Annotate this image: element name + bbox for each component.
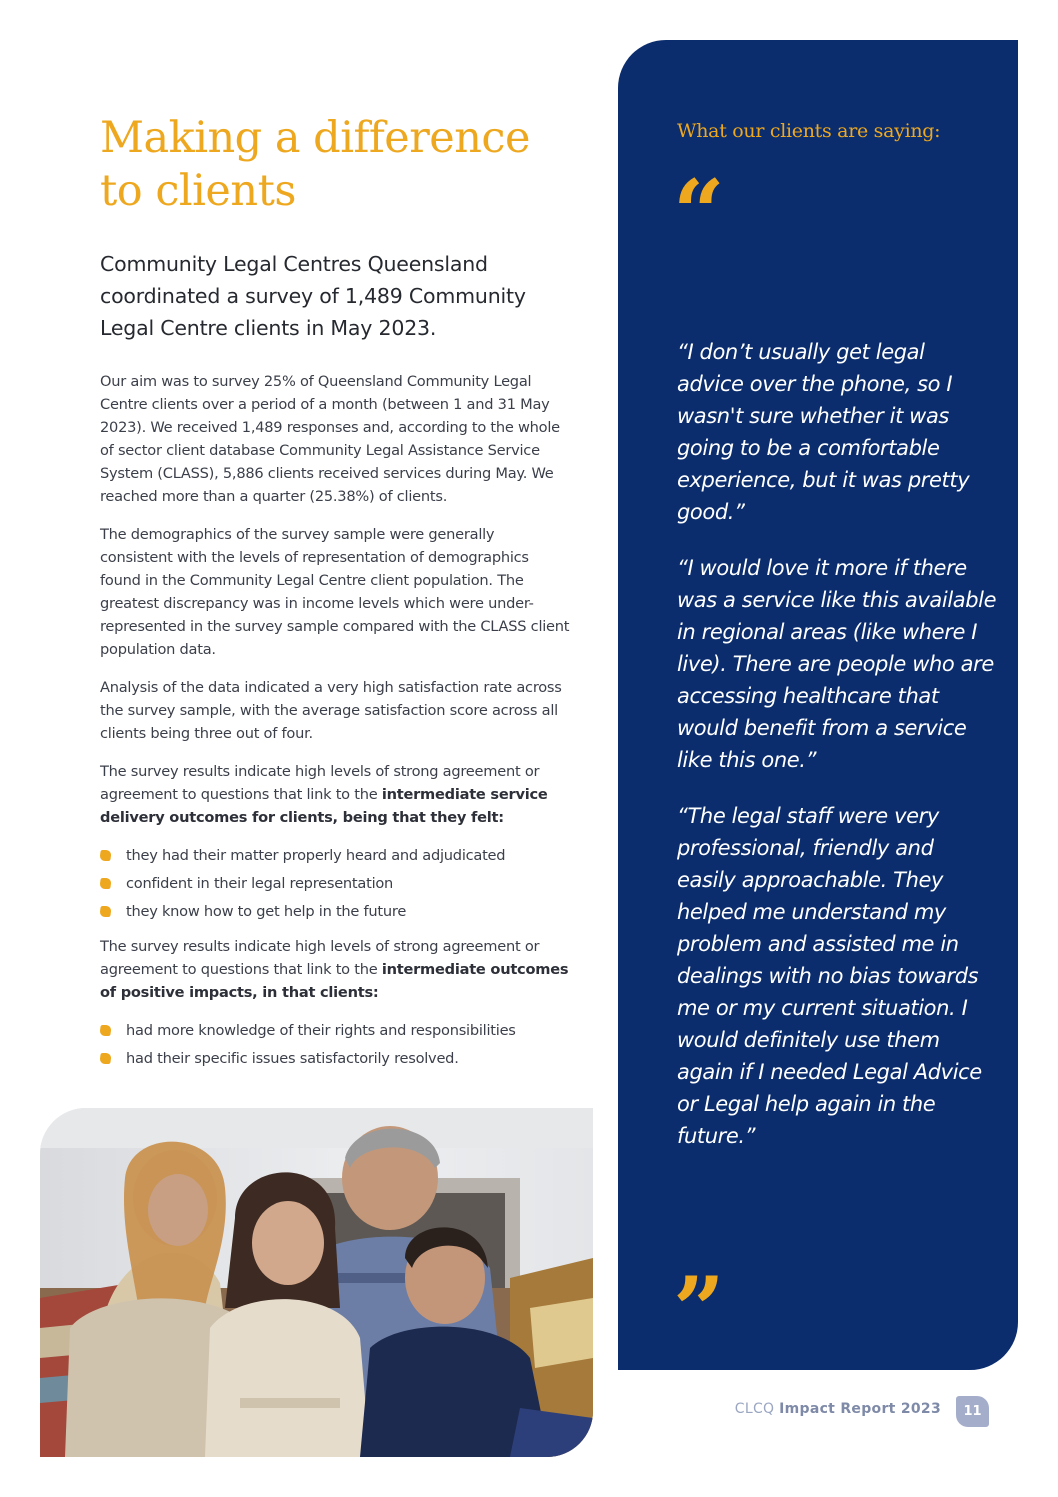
bullet-icon — [99, 1053, 112, 1064]
list-item-text: had more knowledge of their rights and responsibilities — [126, 1022, 516, 1039]
client-quote: “I would love it more if there was a service like this available in regional areas (like where I live). There are people who are accessing healthcare that would benefit from a service like this one.” — [677, 556, 997, 772]
bullet-icon — [99, 850, 112, 861]
client-quote: “I don’t usually get legal advice over the phone, so I wasn't sure whether it was going to be a comfortable experience, but it was pretty good.” — [677, 340, 970, 524]
list-item-text: they know how to get help in the future — [126, 903, 407, 920]
list-item-text: had their specific issues satisfactorily resolved. — [126, 1050, 459, 1067]
bullet-icon — [99, 906, 112, 917]
page-footer — [735, 1401, 941, 1417]
body-column — [100, 370, 570, 1082]
paragraph-impact-outcomes — [100, 935, 570, 1004]
page-title-line-2: to clients — [100, 166, 296, 216]
paragraph-bold-text: intermediate service delivery outcomes for clients, being that they felt: — [100, 786, 548, 826]
bullet-list-impact-outcomes — [100, 1019, 570, 1070]
bullet-list-service-outcomes — [100, 844, 570, 923]
page-number-badge: 11 — [956, 1396, 989, 1427]
list-item — [100, 1019, 570, 1042]
panel-heading: What our clients are saying: — [677, 120, 941, 142]
close-quote-icon: ” — [673, 1257, 725, 1363]
page-title — [100, 112, 580, 218]
list-item-text: they had their matter properly heard and adjudicated — [126, 847, 506, 864]
list-item — [100, 900, 570, 923]
family-photo-illustration — [40, 1108, 593, 1457]
paragraph-bold-text: intermediate outcomes of positive impacts, in that clients: — [100, 961, 569, 1001]
list-item — [100, 844, 570, 867]
bullet-icon — [99, 878, 112, 889]
paragraph-demographics: The demographics of the survey sample were generally consistent with the levels of representation of demographics found in the Community Legal Centre client population. The greatest discrepancy was in income levels which were under-represented in the survey sample compared with the CLASS client population data. — [100, 526, 570, 658]
bullet-icon — [99, 1025, 112, 1036]
footer-report-title: Impact Report 2023 — [779, 1401, 941, 1417]
list-item — [100, 872, 570, 895]
lead-paragraph: Community Legal Centres Queensland coordinated a survey of 1,489 Community Legal Centre clients in May 2023. — [100, 252, 526, 340]
footer-brand: CLCQ — [734, 1401, 775, 1417]
open-quote-icon: “ — [673, 160, 725, 266]
list-item-text: confident in their legal representation — [126, 875, 394, 892]
paragraph-aim: Our aim was to survey 25% of Queensland Community Legal Centre clients over a period of a month (between 1 and 31 May 2023). We received 1,489 responses and, according to the whole of sector client database Community Legal Assistance Service System (CLASS), 5,886 clients received services during May. We reached more than a quarter (25.38%) of clients. — [100, 373, 560, 505]
paragraph-text: The survey results indicate high levels of strong agreement or agreement to questions that link to the — [100, 763, 540, 803]
client-quotes-panel — [618, 40, 1018, 1370]
paragraph-analysis: Analysis of the data indicated a very high satisfaction rate across the survey sample, with the average satisfaction score across all clients being three out of four. — [100, 679, 562, 742]
page-title-line-1: Making a difference — [100, 113, 530, 163]
family-photo — [40, 1108, 593, 1457]
paragraph-service-outcomes — [100, 760, 570, 829]
client-quote: “The legal staff were very professional, friendly and easily approachable. They helped me understand my problem and assisted me in dealings with no bias towards me or my current situation. I would definitely use them again if I needed Legal Advice or Legal help again in the future.” — [677, 804, 982, 1148]
list-item — [100, 1047, 570, 1070]
quotes-list — [677, 336, 997, 1176]
paragraph-text: The survey results indicate high levels of strong agreement or agreement to questions that link to the — [100, 938, 540, 978]
